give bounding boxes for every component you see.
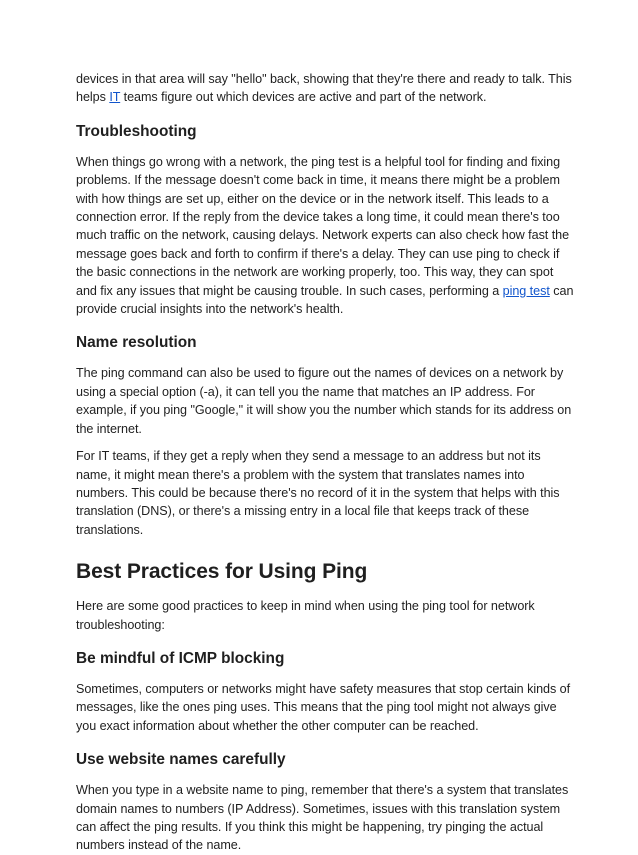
troubleshooting-paragraph xyxy=(76,153,576,319)
troubleshooting-text-before: When things go wrong with a network, the ping test is a helpful tool for finding and fixing problems. If the message doesn't come back in time, it means there might be a problem with how things are set up, either on the device or in the network itself. This leads to a connection error. If the reply from the device takes a long time, it could mean there's too much traffic on the network, causing delays. Network experts can also check how fast the message goes back and forth to confirm if there's a delay. They can use ping to check if the basic connections in the network are working properly, too. This way, they can spot and fix any issues that might be causing trouble. In such cases, performing a xyxy=(76,154,570,298)
intro-text-before: devices in that area will say "hello" back, showing that they're there and ready to talk. This helps xyxy=(76,72,572,105)
intro-text-after: teams figure out which devices are active and part of the network. xyxy=(120,90,487,105)
document-page xyxy=(76,70,576,855)
name-resolution-heading: Name resolution xyxy=(76,334,197,352)
website-names-heading: Use website names carefully xyxy=(76,751,286,769)
intro-paragraph xyxy=(76,70,576,107)
troubleshooting-text-after: can provide crucial insights into the network's health. xyxy=(76,283,574,317)
ping-test-link[interactable]: ping test xyxy=(502,283,550,298)
best-practices-intro: Here are some good practices to keep in mind when using the ping tool for network troubleshooting: xyxy=(76,599,535,632)
icmp-heading: Be mindful of ICMP blocking xyxy=(76,649,285,667)
troubleshooting-heading: Troubleshooting xyxy=(76,122,197,140)
icmp-paragraph: Sometimes, computers or networks might have safety measures that stop certain kinds of messages, like the ones ping uses. This means that the ping tool might not always give you exact information about whether the other computer can be reached. xyxy=(76,681,571,733)
best-practices-heading: Best Practices for Using Ping xyxy=(76,560,368,584)
website-names-paragraph: When you type in a website name to ping, remember that there's a system that translates domain names to numbers (IP Address). Sometimes, issues with this translation system can affect the ping results. If you think this might be happening, try pinging the actual numbers instead of the name. xyxy=(76,783,569,853)
it-link[interactable]: IT xyxy=(109,90,121,105)
name-resolution-paragraph-1: The ping command can also be used to figure out the names of devices on a network by using a special option (-a), it can tell you the name that matches an IP address. For example, if you ping "Google," it will show you the number which stands for its address on the internet. xyxy=(76,366,572,436)
name-resolution-paragraph-2: For IT teams, if they get a reply when they send a message to an address but not its name, it might mean there's a problem with the system that translates names into numbers. This could be because there's no record of it in the system that helps with this translation (DNS), or there's a missing entry in a local file that keeps track of these translations. xyxy=(76,449,560,537)
